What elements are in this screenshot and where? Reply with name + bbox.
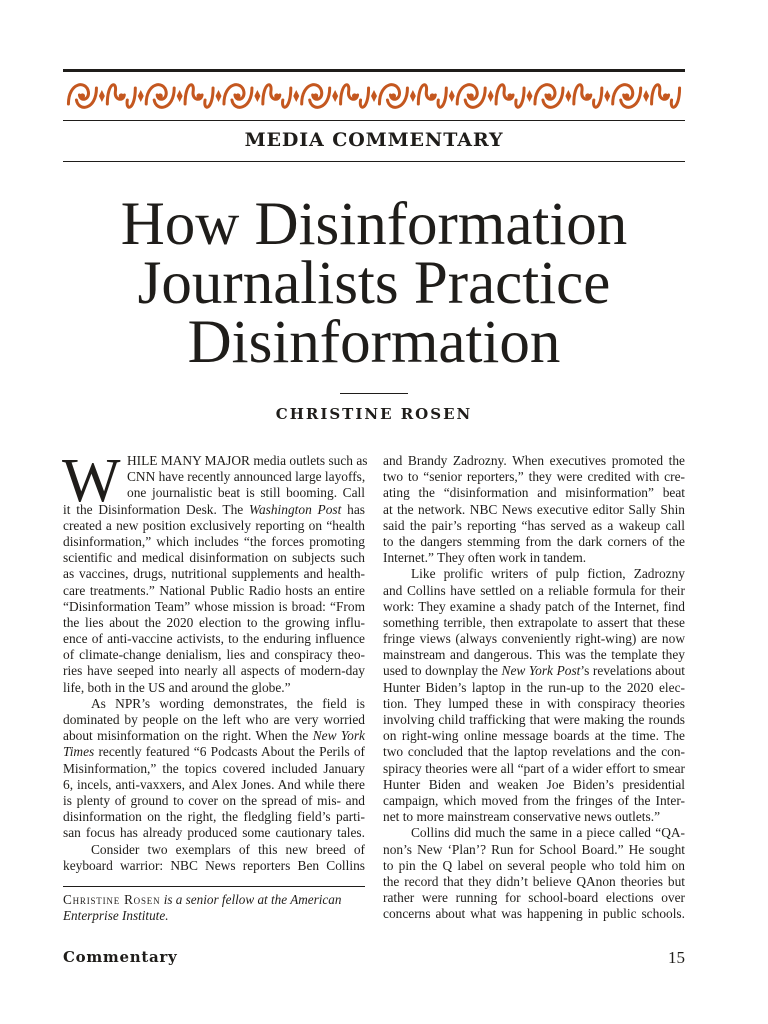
- text-run: two to “senior reporters,” they were credited with cre-: [383, 469, 685, 485]
- text-run: dominated by people on the left who are very worried: [63, 712, 365, 727]
- author-note-name: Christine Rosen: [63, 892, 161, 907]
- text-line: [63, 842, 365, 858]
- text-line: [383, 599, 685, 615]
- ornament-diamond: [410, 90, 416, 102]
- ornament-diamond: [604, 90, 610, 102]
- author-note: [63, 892, 365, 924]
- ornament-dot: [585, 93, 590, 98]
- headline-line-1: How Disinformation: [120, 191, 628, 258]
- text-line: [63, 663, 365, 679]
- ornament-diamond: [332, 90, 338, 102]
- text-run: involving child trafficking that were making the rounds: [383, 712, 685, 727]
- text-run: non’s New ‘Plan’? Run for School Board.” He sought: [383, 841, 685, 857]
- headline: [40, 191, 708, 376]
- text-run: on right-wing online message boards at the time. The: [383, 728, 685, 744]
- ornament-diamond: [565, 90, 571, 102]
- text-line: [63, 858, 365, 874]
- text-line: [383, 696, 685, 712]
- text-line: [383, 502, 685, 518]
- ornament-diamond: [216, 90, 222, 102]
- text-line: [383, 615, 685, 631]
- text-line: [63, 534, 365, 550]
- ornament-dot: [391, 93, 396, 98]
- text-line: [383, 793, 685, 809]
- ornament-diamond: [99, 90, 105, 102]
- ornament-dot: [352, 93, 357, 98]
- text-line: [383, 566, 685, 582]
- text-run: net to more mainstream conservative news outlets.”: [383, 809, 661, 825]
- ornament-dot: [546, 93, 551, 98]
- text-line: [383, 744, 685, 760]
- text-line: [63, 550, 365, 566]
- text-run: Hunter Biden’s laptop in the run-up to the 2020 elec-: [383, 679, 685, 695]
- text-run: Like prolific writers of pulp fiction, Zadrozny: [411, 566, 685, 582]
- top-rule: [63, 69, 685, 72]
- drop-cap: W: [62, 447, 121, 515]
- text-run: Washington Post: [249, 501, 342, 517]
- text-line: [63, 680, 365, 696]
- byline: CHRISTINE ROSEN: [275, 405, 473, 423]
- text-run: ’s revelations about: [580, 663, 686, 679]
- ornament-dot: [158, 93, 163, 98]
- text-line: [63, 728, 365, 744]
- ornament-diamond: [488, 90, 494, 102]
- text-line: [383, 761, 685, 777]
- ornament-dot: [274, 93, 279, 98]
- ornament-diamond: [527, 90, 533, 102]
- text-run: about misinformation on the right. When the: [63, 728, 313, 744]
- byline-rule: [340, 393, 408, 394]
- text-line: [383, 534, 685, 550]
- ornament-dot: [624, 93, 629, 98]
- text-line: [383, 728, 685, 744]
- ornament-dot: [663, 93, 668, 98]
- text-run: scientific and medical disinformation on subjects such: [63, 550, 365, 566]
- ornament-dot: [235, 93, 240, 98]
- page-number: 15: [668, 948, 685, 967]
- text-line: [383, 890, 685, 906]
- text-line: [383, 858, 685, 874]
- headline-line-3: Disinformation: [187, 309, 561, 376]
- text-run: at the network. NBC News executive editor Sally Shin: [383, 501, 685, 517]
- text-run: has: [341, 501, 365, 517]
- ornament-dot: [196, 93, 201, 98]
- text-run: 6, incels, anti-vaxxers, and Alex Jones. And while there: [63, 776, 365, 792]
- text-run: care treatments.” National Public Radio hosts an entire: [63, 582, 365, 598]
- article-column-left: [62, 447, 368, 874]
- text-run: the record that they didn’t believe QAnon theories but: [383, 873, 685, 889]
- text-line: [383, 663, 685, 679]
- text-run: ence of anti-vaccine activists, to the enduring influence: [63, 631, 365, 647]
- author-note-text-2: Enterprise Institute.: [63, 908, 169, 924]
- text-run: used to downplay the: [383, 663, 502, 679]
- text-run: life, both in the US and around the globe.”: [63, 679, 291, 695]
- text-line: [383, 842, 685, 858]
- text-run: disinformation on the right, the fledgling field’s parti-: [63, 809, 365, 825]
- text-run: recently featured “6 Podcasts About the Perils of: [94, 744, 365, 760]
- ornament-bottom-rule: [63, 120, 685, 121]
- text-run: Times: [63, 744, 95, 760]
- text-run: New York: [312, 728, 365, 744]
- text-run: As NPR’s wording demonstrates, the field is: [91, 695, 365, 711]
- text-line: [63, 761, 365, 777]
- text-run: ries have seeped into nearly all aspects of modern-day: [63, 663, 365, 679]
- text-line: [383, 583, 685, 599]
- text-line: [383, 550, 685, 566]
- author-note-rule: [63, 886, 365, 887]
- text-run: CNN have recently announced large layoffs,: [127, 469, 366, 485]
- ornament-dot: [119, 93, 124, 98]
- ornament-dot: [469, 93, 474, 98]
- text-line: [383, 453, 685, 469]
- text-run: to the dangers stemming from the dark corners of the: [383, 533, 685, 549]
- footer-publication: Commentary: [63, 948, 178, 966]
- text-line: [63, 518, 365, 534]
- text-run: the lies about the 2020 election to the growing influ-: [63, 614, 365, 630]
- text-run: one journalistic beat is still booming. Call: [127, 485, 365, 501]
- text-line: [63, 793, 365, 809]
- text-run: keyboard warrior: NBC News reporters Ben Collins: [63, 857, 365, 873]
- text-run: two concluded that the laptop revelations and the con-: [383, 744, 685, 760]
- text-run: mainstream and dangerous. This was the template they: [383, 647, 685, 663]
- text-line: [383, 647, 685, 663]
- ornament-dot: [430, 93, 435, 98]
- ornament-diamond: [138, 90, 144, 102]
- text-run: san focus has already produced some cautionary tales.: [63, 825, 365, 841]
- text-run: work: They examine a shady patch of the Internet, find: [383, 598, 685, 614]
- ornament-diamond: [293, 90, 299, 102]
- text-line: [63, 566, 365, 582]
- text-line: [383, 825, 685, 841]
- text-line: [63, 777, 365, 793]
- text-line: [383, 874, 685, 890]
- text-line: [383, 906, 685, 922]
- text-run: New York Post: [501, 663, 581, 679]
- text-run: as vaccines, drugs, nutritional supplements and health-: [63, 566, 365, 582]
- headline-line-2: Journalists Practice: [137, 250, 611, 317]
- text-line: [63, 615, 365, 631]
- text-run: tion. They lumped these in with conspiracy theories: [383, 695, 685, 711]
- text-run: Consider two exemplars of this new breed of: [91, 841, 365, 857]
- text-line: [383, 777, 685, 793]
- text-run: is plenty of ground to cover on the spread of mis- and: [63, 792, 365, 808]
- text-line: [63, 809, 365, 825]
- text-line: [63, 599, 365, 615]
- text-run: to pin the Q label on several people who told him on: [383, 857, 685, 873]
- text-run: spiracy theories were all “part of a wider effort to smear: [383, 760, 685, 776]
- text-run: something terrible, then extrapolate to assert that these: [383, 614, 685, 630]
- text-line: [63, 696, 365, 712]
- text-line: [63, 647, 365, 663]
- text-run: Internet.” They often work in tandem.: [383, 550, 587, 566]
- text-run: it the Disinformation Desk. The: [63, 501, 250, 517]
- text-run: ating the “disinformation and misinformation” beat: [383, 485, 685, 501]
- text-run: concerns about what was happening in public schools.: [383, 906, 685, 922]
- text-run: fringe views (always conveniently right-wing) are now: [383, 631, 685, 647]
- ornament-diamond: [254, 90, 260, 102]
- ornament-diamond: [371, 90, 377, 102]
- text-line: [63, 744, 365, 760]
- text-line: [383, 809, 685, 825]
- text-line: [383, 518, 685, 534]
- author-note-text-1: is a senior fellow at the American: [160, 892, 342, 907]
- text-run: Misinformation,” the topics covered included January: [63, 760, 365, 776]
- ornament-dot: [507, 93, 512, 98]
- text-run: disinformation,” which includes “the forces promoting: [63, 533, 365, 549]
- text-line: [63, 583, 365, 599]
- text-run: campaign, which moved from the fringes of the Inter-: [383, 792, 685, 808]
- text-line: [63, 712, 365, 728]
- text-run: and Brandy Zadrozny. When executives promoted the: [383, 453, 685, 468]
- section-title: MEDIA COMMENTARY: [244, 129, 504, 151]
- text-line: [63, 825, 365, 841]
- text-run: HILE MANY MAJOR media outlets such as: [127, 453, 368, 468]
- ornament-diamond: [449, 90, 455, 102]
- text-line: [63, 631, 365, 647]
- ornament-diamond: [177, 90, 183, 102]
- ornament-diamond: [643, 90, 649, 102]
- text-run: and Collins have settled on a reliable formula for their: [383, 582, 685, 598]
- text-run: Hunter Biden and weaken Joe Biden’s presidential: [383, 776, 685, 792]
- text-line: [383, 485, 685, 501]
- ornamental-border: [63, 74, 685, 118]
- article-column-right: [383, 453, 685, 922]
- text-run: of climate-change denialism, lies and conspiracy theo-: [63, 647, 365, 663]
- text-line: [383, 680, 685, 696]
- ornament-dot: [313, 93, 318, 98]
- text-run: rather were running for school-board elections over: [383, 890, 685, 906]
- text-line: [383, 712, 685, 728]
- text-line: [383, 631, 685, 647]
- text-run: said the pair’s reporting “has served as a wakeup call: [383, 517, 685, 533]
- text-line: [383, 469, 685, 485]
- text-run: created a new position exclusively reporting on “health: [63, 517, 365, 533]
- text-run: “Disinformation Team” whose mission is broad: “From: [63, 598, 365, 614]
- text-run: Collins did much the same in a piece called “QA-: [411, 825, 685, 841]
- section-rule: [63, 161, 685, 162]
- ornament-dot: [80, 93, 85, 98]
